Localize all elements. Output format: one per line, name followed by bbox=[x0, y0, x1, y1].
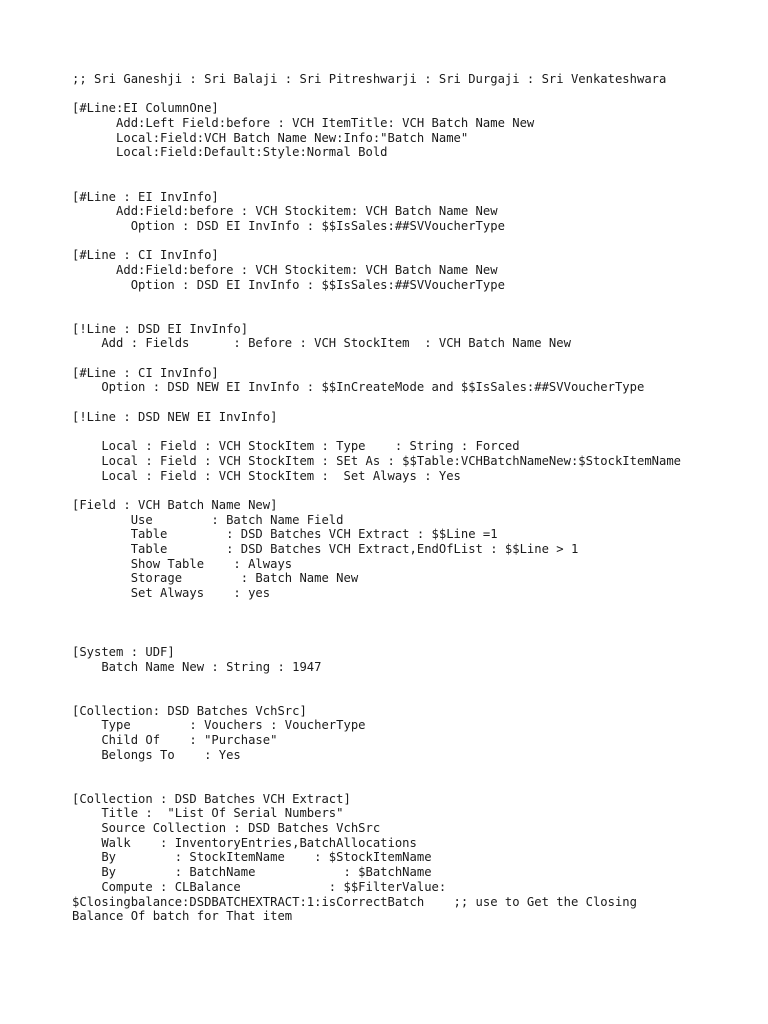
code-line: Option : DSD NEW EI InvInfo : $$InCreateMode and $$IsSales:##SVVoucherType bbox=[72, 380, 645, 395]
code-line: Set Always : yes bbox=[72, 586, 271, 601]
blank-line bbox=[72, 630, 762, 645]
code-line: Compute : CLBalance : $$FilterValue: bbox=[72, 879, 447, 894]
blank-line bbox=[72, 234, 762, 249]
code-line: Walk : InventoryEntries,BatchAllocations bbox=[72, 835, 417, 850]
code-line: ;; Sri Ganeshji : Sri Balaji : Sri Pitreshwarji : Sri Durgaji : Sri Venkateshwara bbox=[72, 72, 667, 86]
code-line: [Field : VCH Batch Name New] bbox=[72, 497, 278, 512]
code-line: [#Line : CI InvInfo] bbox=[72, 248, 219, 263]
blank-line bbox=[72, 483, 762, 498]
blank-line bbox=[72, 87, 762, 102]
blank-line bbox=[72, 160, 762, 175]
code-line: [Collection : DSD Batches VCH Extract] bbox=[72, 791, 351, 806]
code-line: By : BatchName : $BatchName bbox=[72, 865, 432, 880]
code-line: Local : Field : VCH StockItem : Type : String : Forced bbox=[72, 439, 520, 454]
code-line: Option : DSD EI InvInfo : $$IsSales:##SVVoucherType bbox=[72, 277, 505, 292]
blank-line bbox=[72, 351, 762, 366]
blank-line bbox=[72, 615, 762, 630]
code-line: [!Line : DSD EI InvInfo] bbox=[72, 321, 249, 336]
code-line: Option : DSD EI InvInfo : $$IsSales:##SVVoucherType bbox=[72, 218, 505, 233]
code-line: Title : "List Of Serial Numbers" bbox=[72, 806, 344, 821]
code-line: Local:Field:Default:Style:Normal Bold bbox=[72, 145, 388, 160]
code-line: Local:Field:VCH Batch Name New:Info:"Batch Name" bbox=[72, 130, 469, 145]
blank-line bbox=[72, 425, 762, 440]
code-line: Table : DSD Batches VCH Extract : $$Line =1 bbox=[72, 527, 498, 542]
code-line: Add : Fields : Before : VCH StockItem : VCH Batch Name New bbox=[72, 336, 571, 351]
code-line: Add:Field:before : VCH Stockitem: VCH Batch Name New bbox=[72, 204, 498, 219]
code-line: By : StockItemName : $StockItemName bbox=[72, 850, 432, 865]
blank-line bbox=[72, 292, 762, 307]
code-line: Belongs To : Yes bbox=[72, 747, 241, 762]
code-line: Storage : Batch Name New bbox=[72, 571, 359, 586]
code-document bbox=[72, 72, 762, 924]
code-line: Add:Field:before : VCH Stockitem: VCH Batch Name New bbox=[72, 262, 498, 277]
code-line: [#Line : EI InvInfo] bbox=[72, 189, 219, 204]
blank-line bbox=[72, 307, 762, 322]
code-line: Source Collection : DSD Batches VchSrc bbox=[72, 821, 381, 836]
code-line: [System : UDF] bbox=[72, 644, 175, 659]
code-line: Child Of : "Purchase" bbox=[72, 732, 278, 747]
code-line: Use : Batch Name Field bbox=[72, 512, 344, 527]
blank-line bbox=[72, 762, 762, 777]
code-line: [!Line : DSD NEW EI InvInfo] bbox=[72, 409, 278, 424]
code-line: [#Line:EI ColumnOne] bbox=[72, 101, 219, 116]
code-line: Local : Field : VCH StockItem : SEt As : $$Table:VCHBatchNameNew:$StockItemName bbox=[72, 453, 682, 468]
blank-line bbox=[72, 777, 762, 792]
code-line: Local : Field : VCH StockItem : Set Always : Yes bbox=[72, 468, 461, 483]
code-line: Batch Name New : String : 1947 bbox=[72, 659, 322, 674]
code-line: $Closingbalance:DSDBATCHEXTRACT:1:isCorrectBatch ;; use to Get the Closing bbox=[72, 894, 637, 909]
code-line: [Collection: DSD Batches VchSrc] bbox=[72, 703, 307, 718]
code-line: Balance Of batch for That item bbox=[72, 909, 293, 924]
blank-line bbox=[72, 674, 762, 689]
code-line: Add:Left Field:before : VCH ItemTitle: VCH Batch Name New bbox=[72, 116, 535, 131]
code-line: [#Line : CI InvInfo] bbox=[72, 365, 219, 380]
blank-line bbox=[72, 601, 762, 616]
code-line: Show Table : Always bbox=[72, 556, 293, 571]
blank-line bbox=[72, 689, 762, 704]
code-line: Type : Vouchers : VoucherType bbox=[72, 718, 366, 733]
blank-line bbox=[72, 395, 762, 410]
blank-line bbox=[72, 175, 762, 190]
code-line: Table : DSD Batches VCH Extract,EndOfList : $$Line > 1 bbox=[72, 542, 579, 556]
